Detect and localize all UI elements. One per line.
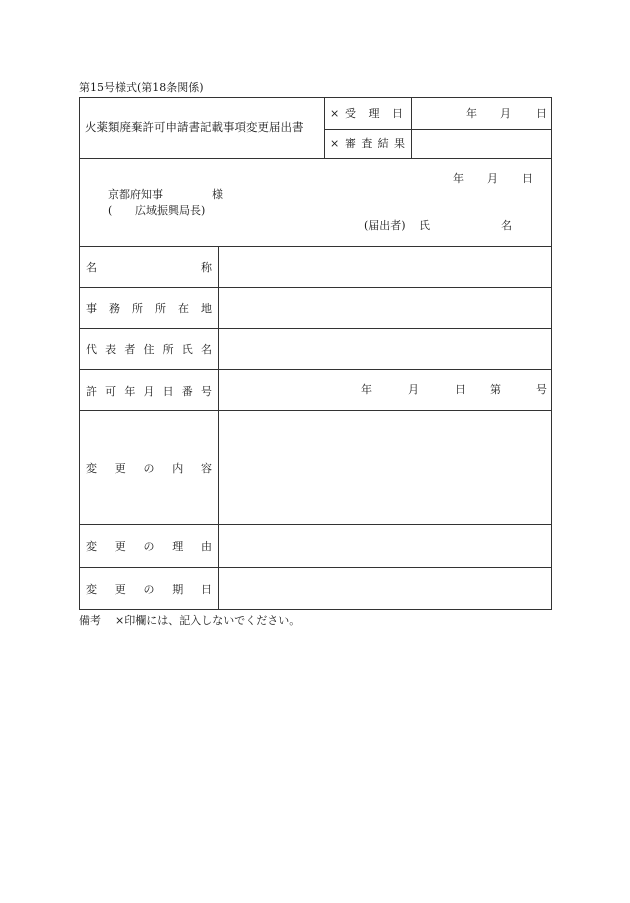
permit-number-suffix: 号 — [536, 383, 547, 396]
row-label-office-address: 事 務 所 所 在 地 — [86, 301, 212, 315]
row-label-permit-date-number: 許 可 年 月 日 番 号 — [86, 384, 212, 398]
received-date-label: 受 理 日 — [345, 106, 403, 120]
review-result-label: 審 査 結 果 — [345, 136, 405, 150]
form-number: 第15号様式(第18条関係) — [79, 81, 204, 94]
row-divider — [79, 328, 552, 329]
permit-number-prefix: 第 — [490, 383, 501, 396]
row-label-representative: 代 表 者 住 所 氏 名 — [86, 342, 212, 356]
row-label-change-reason: 変 更 の 理 由 — [86, 539, 212, 553]
row-label-change-date: 変 更 の 期 日 — [86, 582, 212, 596]
row-divider — [79, 524, 552, 525]
honorific: 様 — [212, 188, 223, 201]
remarks-text: ×印欄には、記入しないでください。 — [115, 614, 301, 627]
column-divider — [218, 246, 219, 610]
recipient-alt: 広域振興局長) — [135, 204, 206, 217]
submission-day-unit: 日 — [522, 172, 533, 185]
filer-label: (届出者) — [364, 219, 406, 232]
remarks-heading: 備考 — [79, 614, 101, 627]
address-box — [79, 158, 552, 247]
row-divider — [79, 369, 552, 370]
divider — [324, 97, 325, 159]
permit-day-unit: 日 — [455, 383, 466, 396]
permit-month-unit: 月 — [408, 383, 419, 396]
permit-year-unit: 年 — [361, 383, 372, 396]
received-day-unit: 日 — [536, 107, 547, 120]
review-mark: × — [330, 137, 340, 150]
submission-year-unit: 年 — [453, 172, 464, 185]
received-month-unit: 月 — [500, 107, 511, 120]
received-year-unit: 年 — [466, 107, 477, 120]
received-mark: × — [330, 107, 340, 120]
row-divider — [79, 567, 552, 568]
row-label-change-content: 変 更 の 内 容 — [86, 461, 212, 475]
row-label-name: 名 称 — [86, 260, 212, 274]
row-divider — [79, 287, 552, 288]
recipient-alt-open: ( — [108, 204, 113, 217]
form-title: 火薬類廃棄許可申請書記載事項変更届出書 — [85, 120, 304, 134]
divider — [411, 97, 412, 159]
submission-month-unit: 月 — [487, 172, 498, 185]
name-label-second: 名 — [501, 219, 512, 232]
name-label-first: 氏 — [419, 219, 430, 232]
divider — [324, 129, 552, 130]
row-divider — [79, 410, 552, 411]
recipient: 京都府知事 — [108, 188, 163, 201]
